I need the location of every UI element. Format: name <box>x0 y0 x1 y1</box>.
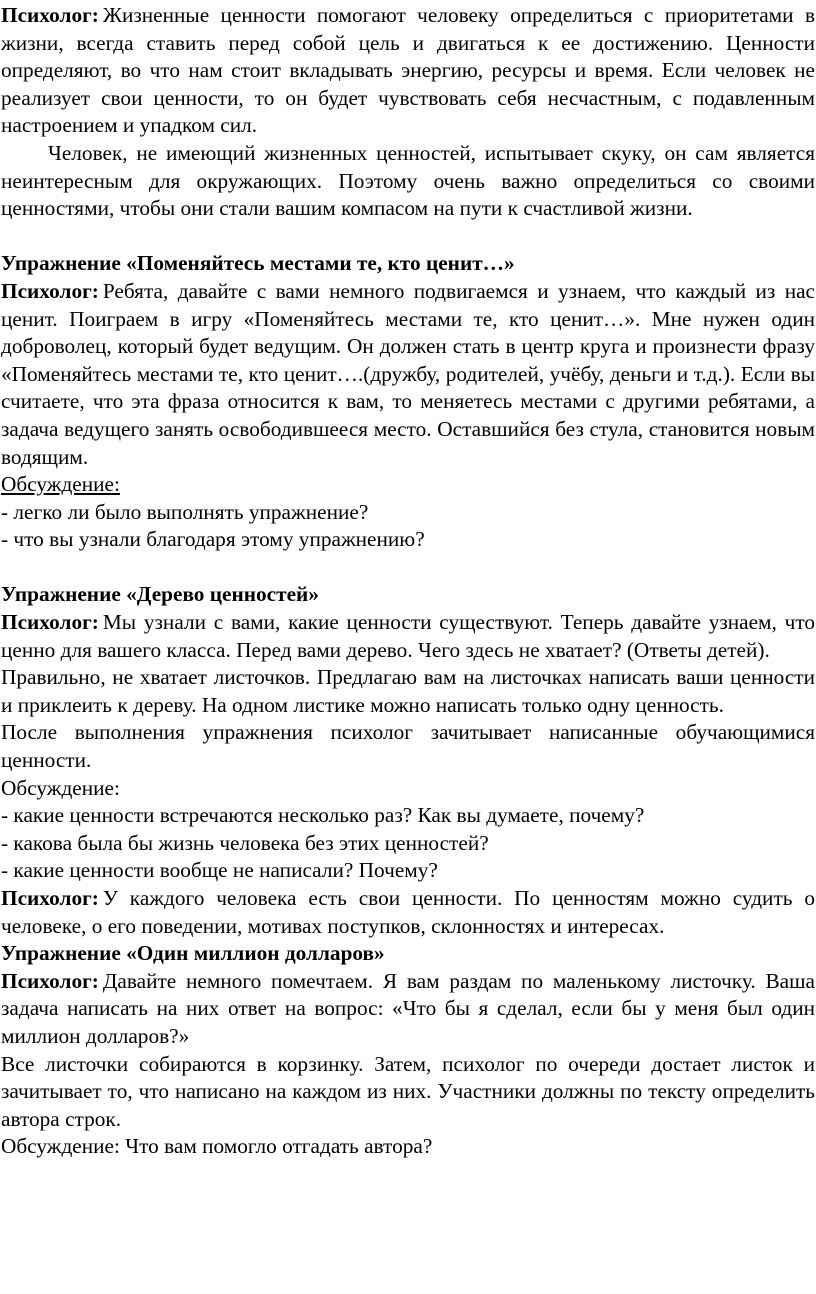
exercise-1-text: Ребята, давайте с вами немного подвигаемся и узнаем, что каждый из нас ценит. Поиграем в игру «Поменяйтесь местами те, кто ценит…». Мне нужен один доброволец, который будет ведущим. Он должен стать в центр круга и произнести фразу «Поменяйтесь местами те, кто ценит….(дружбу, родителей, учёбу, деньги и т.д.). Если вы считаете, что эта фраза относится к вам, то меняетесь местами с другими ребятами, а задача ведущего занять освободившееся место. Оставшийся без стула, становится новым водящим. <box>1 278 815 469</box>
exercise-2-question-1: - какие ценности встречаются несколько раз? Как вы думаете, почему? <box>1 803 645 828</box>
discussion-label: Обсуждение: <box>1 472 120 497</box>
exercise-2-closing-text: У каждого человека есть свои ценности. По ценностям можно судить о человеке, о его поведении, мотивах поступков, склонностях и интересах. <box>1 886 815 938</box>
speaker-label: Психолог: <box>1 3 99 27</box>
exercise-2-paragraph-1 <box>1 609 815 664</box>
exercise-2-question-3: - какие ценности вообще не написали? Почему? <box>1 858 438 883</box>
exercise-1-title: Упражнение «Поменяйтесь местами те, кто ценит…» <box>1 251 515 276</box>
exercise-1-paragraph <box>1 278 815 471</box>
exercise-3-paragraph-1 <box>1 968 815 1051</box>
speaker-label: Психолог: <box>1 968 99 993</box>
exercise-3-discussion: Обсуждение: Что вам помогло отгадать автора? <box>1 1134 433 1159</box>
exercise-1-question-2: - что вы узнали благодаря этому упражнению? <box>1 527 425 552</box>
exercise-2-paragraph-2: Правильно, не хватает листочков. Предлагаю вам на листочках написать ваши ценности и приклеить к дереву. На одном листике можно написать только одну ценность. <box>1 665 815 717</box>
intro-paragraph-1 <box>1 2 815 140</box>
exercise-3-paragraph-2: Все листочки собираются в корзинку. Затем, психолог по очереди достает листок и зачитывает то, что написано на каждом из них. Участники должны по тексту определить автора строк. <box>1 1051 815 1131</box>
exercise-1-question-1: - легко ли было выполнять упражнение? <box>1 499 369 524</box>
exercise-2-discussion-label: Обсуждение: <box>1 775 120 800</box>
exercise-3-title: Упражнение «Один миллион долларов» <box>1 941 385 966</box>
speaker-label: Психолог: <box>1 278 99 303</box>
exercise-1-discussion-label <box>1 471 815 499</box>
speaker-label: Психолог: <box>1 610 99 635</box>
blank-line <box>1 554 815 582</box>
speaker-label: Психолог: <box>1 886 99 910</box>
intro-text-1: Жизненные ценности помогают человеку определиться с приоритетами в жизни, всегда ставить перед собой цель и двигаться к ее достижению. Ценности определяют, во что нам стоит вкладывать энергию, ресурсы и время. Если человек не реализует свои ценности, то он будет чувствовать себя несчастным, с подавленным настроением и упадком сил. <box>1 3 815 138</box>
intro-paragraph-2: Человек, не имеющий жизненных ценностей, испытывает скуку, он сам является неинтересным для окружающих. Поэтому очень важно определиться со своими ценностями, чтобы они стали вашим компасом на пути к счастливой жизни. <box>1 140 815 221</box>
exercise-2-question-2: - какова была бы жизнь человека без этих ценностей? <box>1 830 489 855</box>
exercise-2-closing <box>1 885 815 940</box>
exercise-3-text: Давайте немного помечтаем. Я вам раздам по маленькому листочку. Ваша задача написать на них ответ на вопрос: «Что бы я сделал, если бы у меня был один миллион долларов?» <box>1 968 815 1048</box>
blank-line <box>1 223 815 251</box>
exercise-2-title: Упражнение «Дерево ценностей» <box>1 582 319 607</box>
exercise-2-paragraph-3: После выполнения упражнения психолог зачитывает написанные обучающимися ценности. <box>1 720 815 773</box>
exercise-2-text: Мы узнали с вами, какие ценности существуют. Теперь давайте узнаем, что ценно для вашего класса. Перед вами дерево. Чего здесь не хватает? (Ответы детей). <box>1 610 815 662</box>
